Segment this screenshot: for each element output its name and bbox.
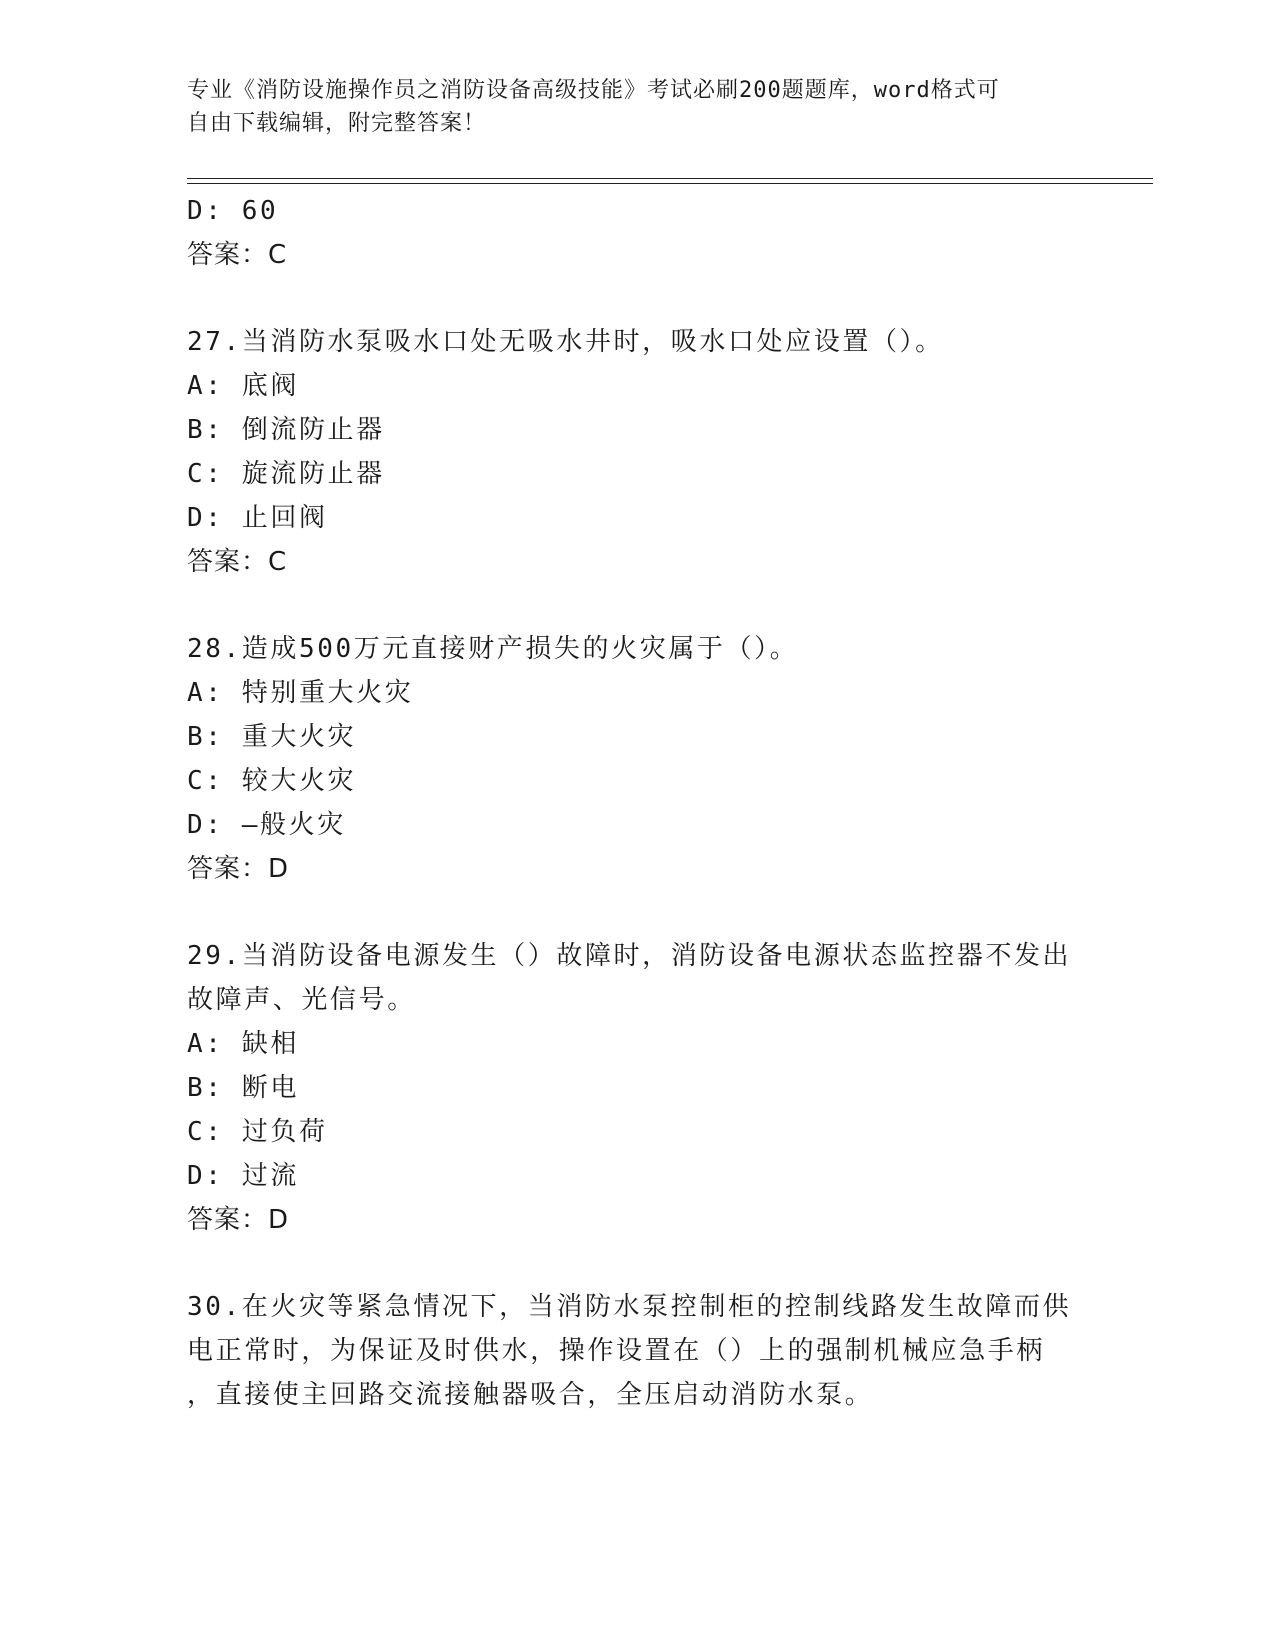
option-b: B: 重大火灾 <box>187 722 357 752</box>
question-27-stem: 27.当消防水泵吸水口处无吸水井时，吸水口处应设置（）。 <box>187 327 944 357</box>
question-30-stem-line-2: 电正常时，为保证及时供水，操作设置在（）上的强制机械应急手柄 <box>187 1336 1046 1366</box>
option-b: B: 倒流防止器 <box>187 415 385 445</box>
answer-line: 答案：C <box>187 547 288 577</box>
answer-line: 答案：C <box>187 240 288 270</box>
option-b: B: 断电 <box>187 1073 299 1103</box>
option-d: D: —般火灾 <box>187 810 346 840</box>
option-d: D: 止回阀 <box>187 503 328 533</box>
option-a: A: 特别重大火灾 <box>187 678 414 708</box>
header-divider-bottom <box>187 183 1153 184</box>
header-line-1: 专业《消防设施操作员之消防设备高级技能》考试必刷200题题库，word格式可 <box>187 78 1000 103</box>
option-c: C: 旋流防止器 <box>187 459 385 489</box>
question-30-stem-line-1: 30.在火灾等紧急情况下，当消防水泵控制柜的控制线路发生故障而供 <box>187 1292 1072 1322</box>
header-divider-top <box>187 178 1153 179</box>
answer-line: 答案：D <box>187 854 290 884</box>
question-29-stem-line-2: 故障声、光信号。 <box>187 985 416 1015</box>
option-c: C: 过负荷 <box>187 1117 328 1147</box>
header-line-2: 自由下载编辑，附完整答案！ <box>187 111 487 136</box>
option-a: A: 底阀 <box>187 371 299 401</box>
option-c: C: 较大火灾 <box>187 766 357 796</box>
answer-line: 答案：D <box>187 1205 290 1235</box>
option-a: A: 缺相 <box>187 1029 299 1059</box>
question-28-stem: 28.造成500万元直接财产损失的火灾属于（）。 <box>187 634 799 664</box>
option-d: D: 过流 <box>187 1161 299 1191</box>
option-d: D: 60 <box>187 196 279 226</box>
page-header <box>187 74 1067 140</box>
question-30-stem-line-3: ，直接使主回路交流接触器吸合，全压启动消防水泵。 <box>187 1380 874 1410</box>
question-29-stem-line-1: 29.当消防设备电源发生（）故障时，消防设备电源状态监控器不发出 <box>187 941 1072 971</box>
